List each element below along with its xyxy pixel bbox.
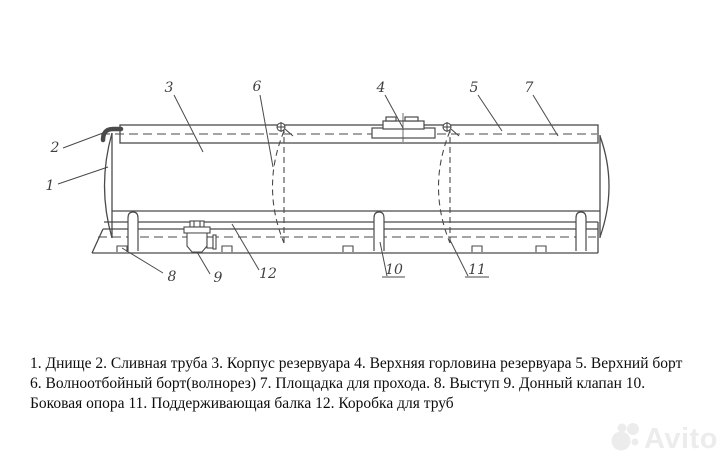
callout-12: 12 xyxy=(259,266,277,282)
callout-6: 6 xyxy=(252,79,262,95)
support-beam-and-base xyxy=(92,222,598,253)
callout-9: 9 xyxy=(213,270,223,286)
callout-7: 7 xyxy=(524,80,534,96)
legend-line-3: Боковая опора 11. Поддерживающая балка 12. Коробка для труб xyxy=(30,395,454,412)
callout-4: 4 xyxy=(376,80,386,96)
base-lugs xyxy=(117,246,546,252)
wave-breaker-1 xyxy=(273,122,294,247)
callout-2: 2 xyxy=(50,140,60,156)
callout-10: 10 xyxy=(385,262,403,278)
callout-8: 8 xyxy=(167,269,177,285)
avito-logo-icon xyxy=(612,423,640,451)
callout-5: 5 xyxy=(469,80,479,96)
top-walkway-band xyxy=(101,125,598,143)
callout-1: 1 xyxy=(45,178,55,194)
avito-watermark xyxy=(604,413,719,461)
legend-line-2: 6. Волноотбойный борт(волнорез) 7. Площадка для прохода. 8. Выступ 9. Донный клапан 10. xyxy=(30,375,646,392)
wave-breaker-2 xyxy=(439,122,460,247)
top-manhole-hatch xyxy=(372,113,435,142)
callout-3: 3 xyxy=(164,80,174,96)
bottom-valve xyxy=(184,221,216,252)
parts-legend xyxy=(30,354,710,414)
right-end-cap xyxy=(600,135,609,238)
legend-line-1: 1. Днище 2. Сливная труба 3. Корпус резервуара 4. Верхняя горловина резервуара 5. Верхний борт xyxy=(30,355,683,372)
avito-watermark-text: Avito xyxy=(644,423,718,455)
callout-11: 11 xyxy=(468,262,486,278)
